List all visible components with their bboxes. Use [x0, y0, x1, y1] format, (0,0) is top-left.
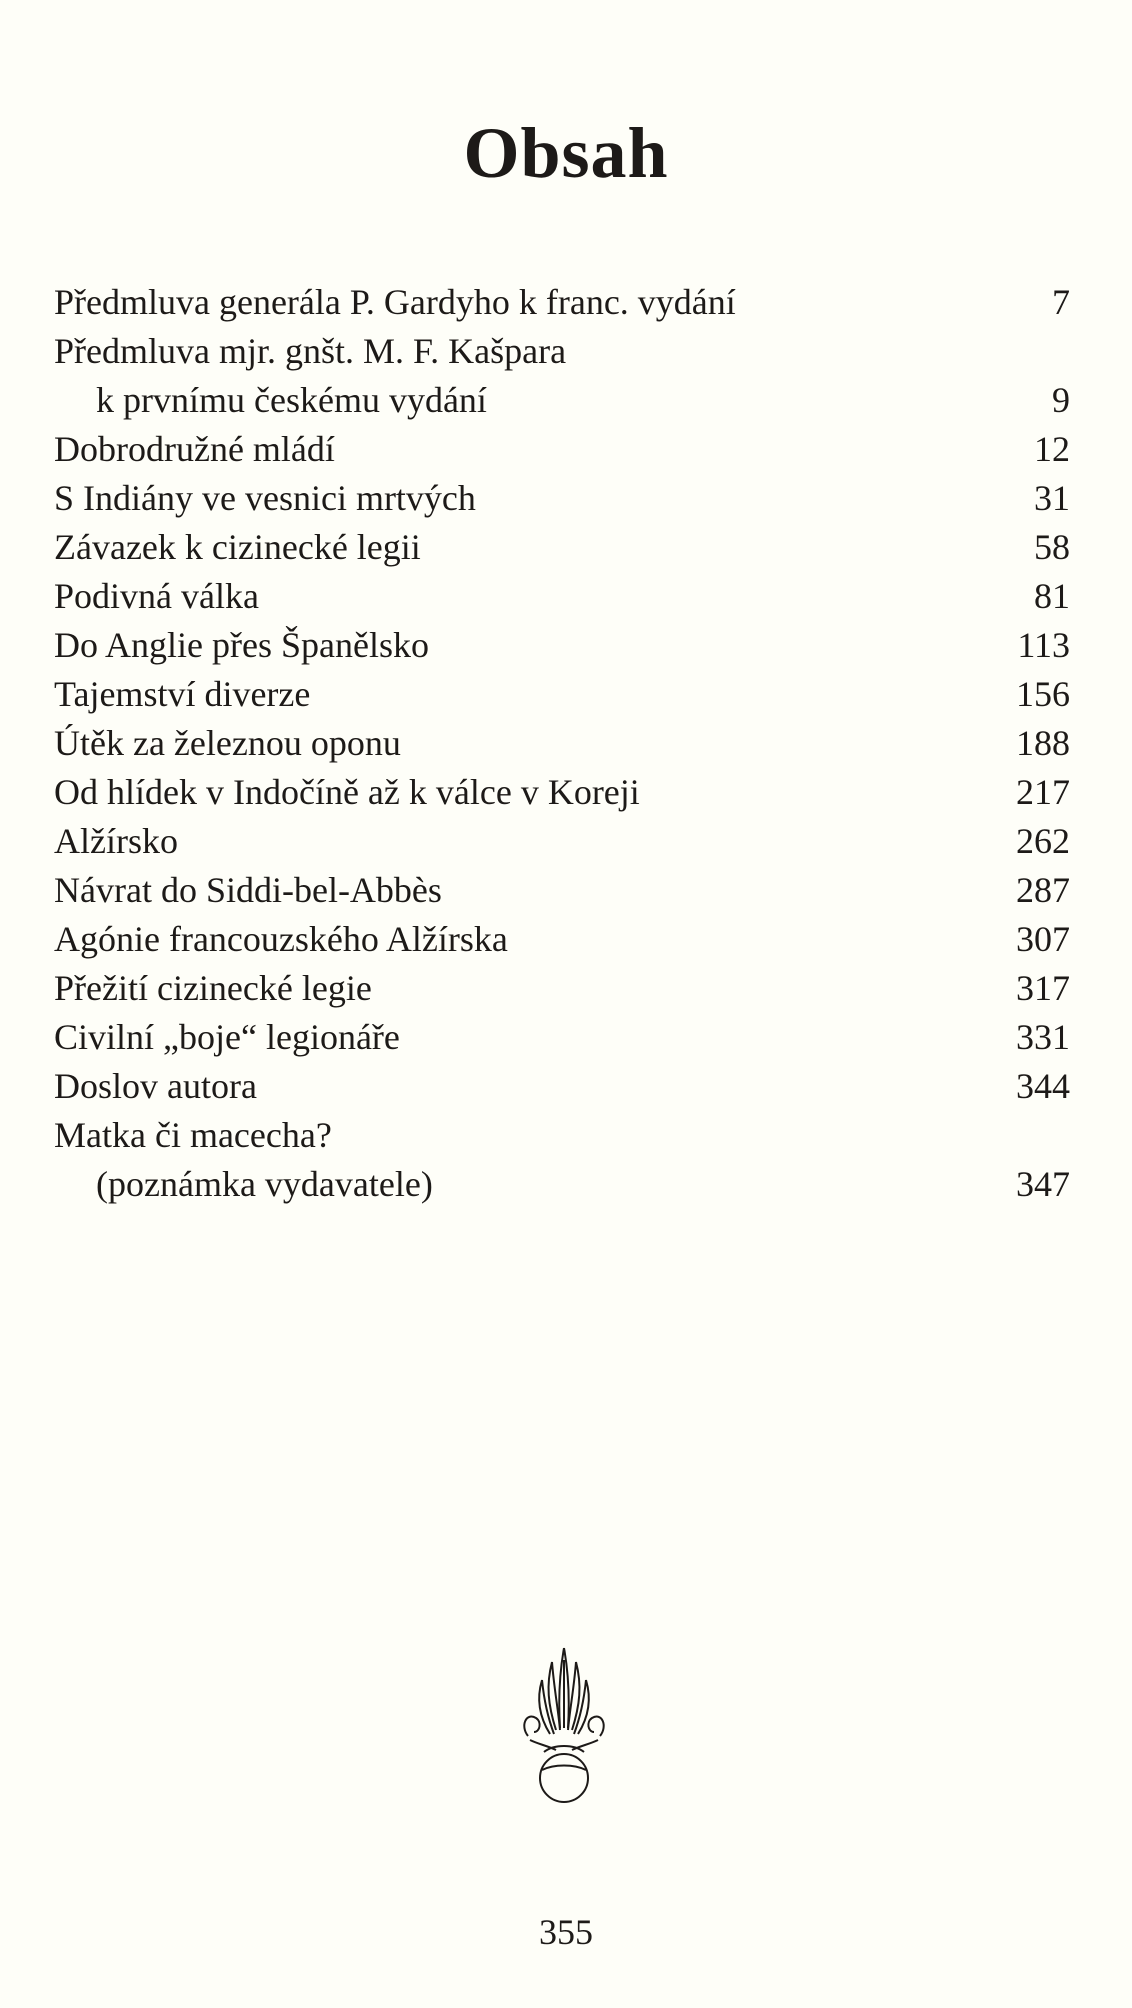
toc-entry-page-number: 7 — [1052, 282, 1070, 322]
toc-entry — [54, 1160, 1070, 1209]
toc-entry — [54, 376, 1070, 425]
toc-entry-title: Dobrodružné mládí — [54, 429, 335, 469]
toc-entry-title: Civilní „boje“ legionáře — [54, 1017, 400, 1057]
toc-entry-title: S Indiány ve vesnici mrtvých — [54, 478, 476, 518]
toc-entry — [54, 1062, 1070, 1111]
toc-entry-page-number: 344 — [1016, 1066, 1070, 1106]
toc-entry — [54, 719, 1070, 768]
toc-entry-page-number: 156 — [1016, 674, 1070, 714]
toc-entry — [54, 915, 1070, 964]
toc-entry — [54, 817, 1070, 866]
toc-entry-title: Předmluva generála P. Gardyho k franc. vydání — [54, 282, 736, 322]
toc-entry — [54, 670, 1070, 719]
toc-entry — [54, 1111, 1070, 1160]
toc-entry-title: k prvnímu českému vydání — [96, 380, 487, 420]
toc-entry-title: (poznámka vydavatele) — [96, 1164, 433, 1204]
toc-entry — [54, 964, 1070, 1013]
toc-entry-page-number: 113 — [1017, 625, 1070, 665]
toc-entry-page-number: 31 — [1034, 478, 1070, 518]
table-of-contents — [54, 278, 1070, 1209]
toc-entry — [54, 278, 1070, 327]
toc-entry — [54, 474, 1070, 523]
toc-entry-title: Do Anglie přes Španělsko — [54, 625, 429, 665]
page-title: Obsah — [463, 113, 669, 193]
toc-entry-page-number: 81 — [1034, 576, 1070, 616]
toc-entry-page-number: 331 — [1016, 1017, 1070, 1057]
toc-entry-page-number: 287 — [1016, 870, 1070, 910]
toc-entry-page-number: 317 — [1016, 968, 1070, 1008]
toc-entry-page-number: 188 — [1016, 723, 1070, 763]
toc-entry-title: Předmluva mjr. gnšt. M. F. Kašpara — [54, 331, 567, 371]
toc-entry-title: Doslov autora — [54, 1066, 257, 1106]
toc-entry-title: Přežití cizinecké legie — [54, 968, 372, 1008]
toc-entry — [54, 1013, 1070, 1062]
page-number: 355 — [539, 1912, 593, 1952]
toc-entry-page-number: 262 — [1016, 821, 1070, 861]
toc-entry-page-number: 9 — [1052, 380, 1070, 420]
toc-entry-title: Útěk za železnou oponu — [54, 723, 401, 763]
toc-entry — [54, 621, 1070, 670]
toc-entry-title: Tajemství diverze — [54, 674, 311, 714]
toc-entry-title: Návrat do Siddi-bel-Abbès — [54, 870, 442, 910]
grenade-flame-emblem-icon — [514, 1640, 614, 1820]
toc-entry-title: Závazek k cizinecké legii — [54, 527, 421, 567]
toc-entry-title: Matka či macecha? — [54, 1115, 332, 1155]
toc-entry-page-number: 347 — [1016, 1164, 1070, 1204]
toc-entry-page-number: 58 — [1034, 527, 1070, 567]
toc-entry — [54, 572, 1070, 621]
toc-entry-page-number: 12 — [1034, 429, 1070, 469]
toc-entry-page-number: 217 — [1016, 772, 1070, 812]
toc-entry-title: Od hlídek v Indočíně až k válce v Koreji — [54, 772, 640, 812]
toc-entry-page-number: 307 — [1016, 919, 1070, 959]
toc-entry — [54, 768, 1070, 817]
toc-entry-title: Podivná válka — [54, 576, 259, 616]
toc-entry-title: Alžírsko — [54, 821, 178, 861]
toc-entry — [54, 866, 1070, 915]
toc-entry-title: Agónie francouzského Alžírska — [54, 919, 508, 959]
toc-entry — [54, 327, 1070, 376]
toc-entry — [54, 523, 1070, 572]
toc-entry — [54, 425, 1070, 474]
